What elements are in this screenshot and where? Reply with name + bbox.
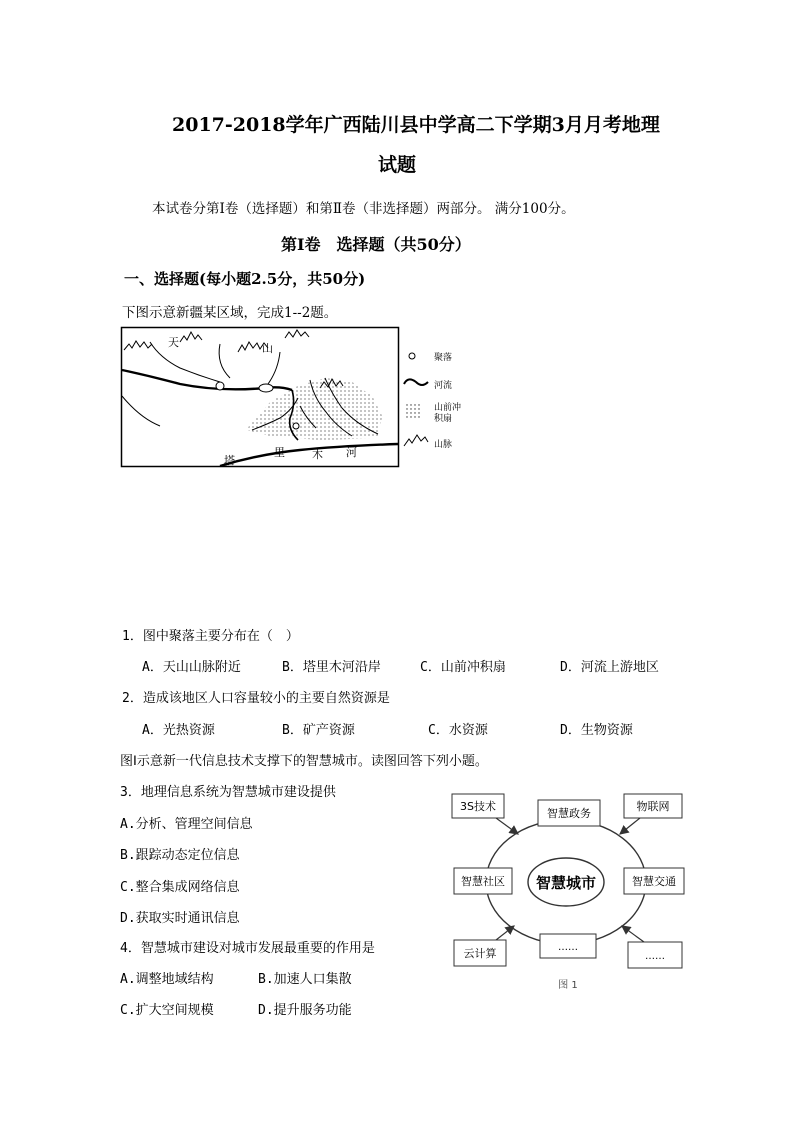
outer-top-right-label: 物联网	[636, 800, 670, 813]
question-4-stem: 4．智慧城市建设对城市发展最重要的作用是	[120, 941, 375, 956]
question-2-option-b[interactable]: B．矿产资源	[282, 723, 355, 738]
settlement-icon	[409, 353, 415, 359]
map-label-shan: 山	[262, 342, 273, 355]
question-3-option-a[interactable]: A.分析、管理空间信息	[120, 817, 253, 832]
xinjiang-map-figure	[120, 326, 400, 468]
question-4-option-d[interactable]: D.提升服务功能	[258, 1003, 352, 1018]
alluvial-fan-icon	[406, 402, 420, 418]
page-title-line1: 2017-2018学年广西陆川县中学高二下学期3月月考地理	[172, 114, 660, 136]
settlement-icon	[259, 384, 273, 392]
node-left-label: 智慧社区	[461, 875, 505, 888]
question-2-option-d[interactable]: D．生物资源	[560, 723, 633, 738]
map-caption: 下图示意新疆某区域，完成1--2题。	[122, 305, 338, 321]
question-4-option-b[interactable]: B.加速人口集散	[258, 972, 352, 987]
question-1-stem: 1．图中聚落主要分布在（ ）	[122, 629, 299, 644]
legend-label: 山脉	[434, 440, 453, 450]
question-2-option-c[interactable]: C．水资源	[428, 723, 488, 738]
map-label-tian: 天	[168, 336, 179, 349]
outer-bottom-left-label: 云计算	[463, 947, 497, 960]
node-top-label: 智慧政务	[547, 807, 591, 820]
diagram-caption: 图 1	[558, 980, 578, 991]
question-3-option-c[interactable]: C.整合集成网络信息	[120, 880, 240, 895]
question-2-option-a[interactable]: A．光热资源	[142, 723, 215, 738]
legend-label: 聚落	[434, 353, 453, 363]
node-bottom-label: ……	[558, 942, 578, 953]
part-title: 第Ⅰ卷 选择题（共50分）	[281, 235, 471, 254]
question-1-option-d[interactable]: D．河流上游地区	[560, 660, 659, 675]
map-legend	[402, 348, 472, 456]
question-3-stem: 3．地理信息系统为智慧城市建设提供	[120, 785, 336, 800]
smart-city-intro: 图Ⅰ示意新一代信息技术支撑下的智慧城市。读图回答下列小题。	[120, 754, 488, 769]
center-label: 智慧城市	[535, 874, 597, 892]
question-1-option-a[interactable]: A．天山山脉附近	[142, 660, 241, 675]
node-right-label: 智慧交通	[632, 875, 676, 888]
question-3-option-d[interactable]: D.获取实时通讯信息	[120, 911, 240, 926]
question-2-stem: 2．造成该地区人口容量较小的主要自然资源是	[122, 691, 390, 706]
legend-label: 积扇	[434, 414, 453, 424]
legend-label: 河流	[434, 381, 453, 391]
exam-intro: 本试卷分第Ⅰ卷（选择题）和第Ⅱ卷（非选择题）两部分。 满分100分。	[152, 201, 575, 217]
question-1-option-b[interactable]: B．塔里木河沿岸	[282, 660, 381, 675]
question-4-option-c[interactable]: C.扩大空间规模	[120, 1003, 214, 1018]
river-label-char: 塔	[224, 454, 235, 467]
smart-city-diagram	[444, 788, 694, 998]
arrow	[496, 818, 518, 834]
river-label-char: 河	[346, 446, 357, 459]
question-3-option-b[interactable]: B.跟踪动态定位信息	[120, 848, 240, 863]
question-1-option-c[interactable]: C．山前冲积扇	[420, 660, 506, 675]
legend-label: 山前冲	[434, 403, 462, 413]
page-title-line2: 试题	[378, 154, 417, 176]
mountain-icon	[404, 435, 428, 446]
river-label-char: 木	[312, 448, 323, 461]
section-heading: 一、选择题(每小题2.5分，共50分)	[124, 270, 366, 288]
river-icon	[404, 379, 428, 385]
river-label-char: 里	[274, 446, 285, 459]
settlement-icon	[293, 423, 299, 429]
arrow	[620, 818, 640, 834]
outer-bottom-right-label: ……	[645, 951, 665, 962]
arrow	[496, 926, 514, 940]
question-4-option-a[interactable]: A.调整地域结构	[120, 972, 214, 987]
arrow	[622, 926, 644, 942]
settlement-icon	[216, 382, 224, 390]
outer-top-left-label: 3S技术	[460, 800, 496, 813]
